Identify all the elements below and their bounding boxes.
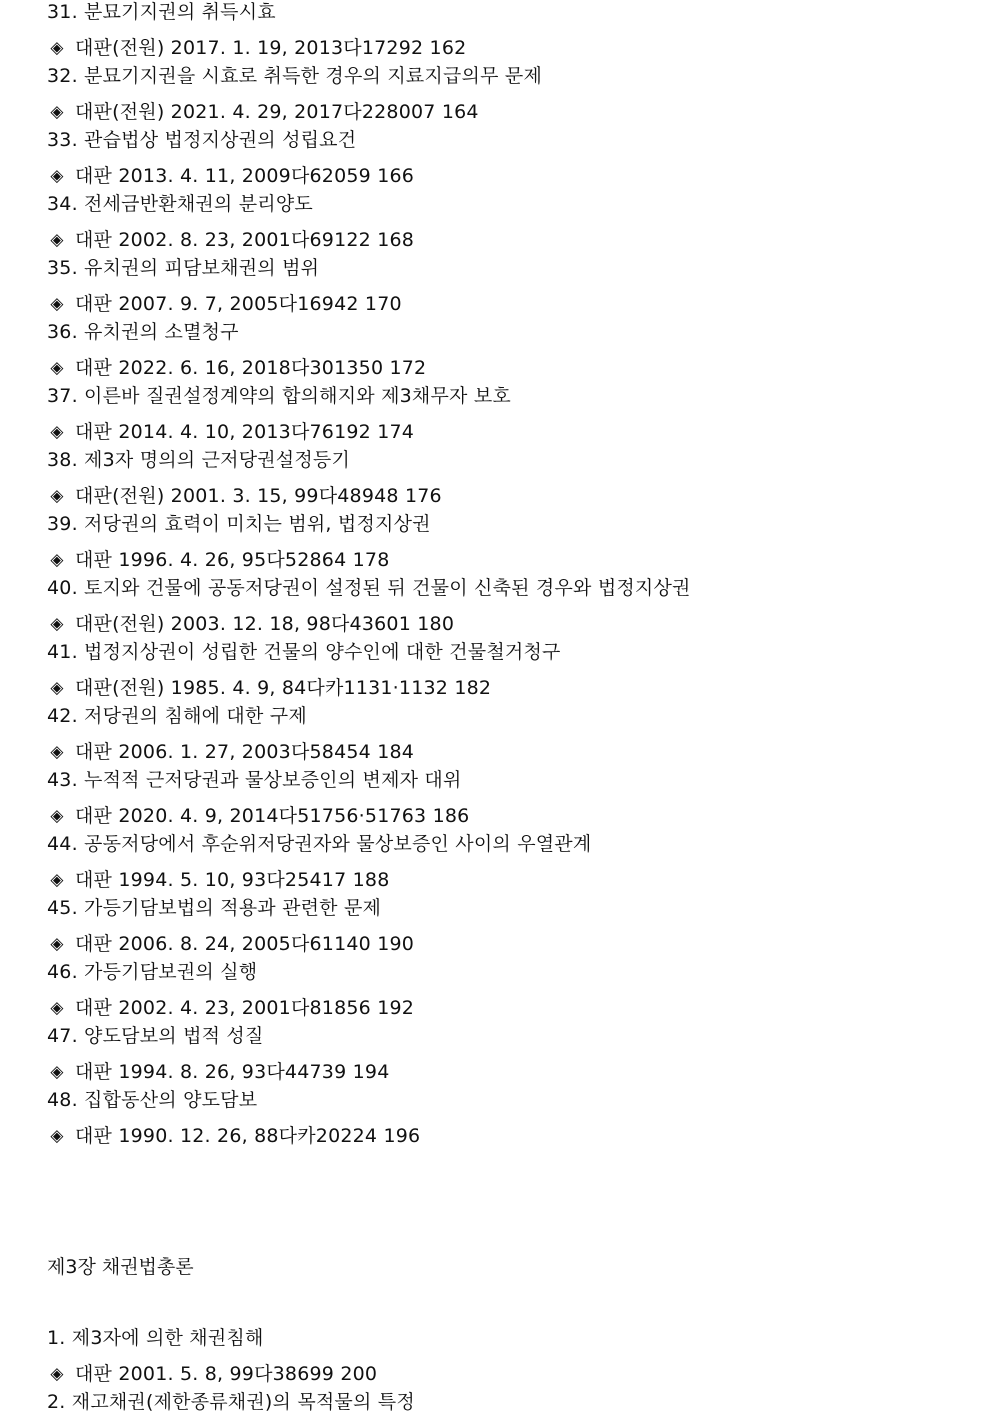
case-list-section — [47, 0, 967, 1152]
case-citation-text: 대판 2002. 4. 23, 2001다81856 192 — [75, 997, 415, 1019]
topic-title: 44. 공동저당에서 후순위저당권자와 물상보증인 사이의 우열관계 — [47, 833, 592, 855]
topic-title: 36. 유치권의 소멸청구 — [47, 321, 239, 343]
case-citation — [47, 224, 967, 256]
topic-title: 38. 제3자 명의의 근저당권설정등기 — [47, 449, 351, 471]
case-citation — [47, 96, 967, 128]
case-citation — [47, 544, 967, 576]
document-page — [47, 0, 967, 1422]
case-citation — [47, 160, 967, 192]
topic-title: 41. 법정지상권이 성립한 건물의 양수인에 대한 건물철거청구 — [47, 641, 561, 663]
case-citation — [47, 352, 967, 384]
diamond-bullet-icon: ◈ — [50, 998, 64, 1018]
diamond-bullet-icon: ◈ — [50, 550, 64, 570]
section-spacer — [47, 1152, 967, 1255]
case-citation — [47, 864, 967, 896]
topic-title: 45. 가등기담보법의 적용과 관련한 문제 — [47, 897, 382, 919]
case-citation-text: 대판 2022. 6. 16, 2018다301350 172 — [75, 357, 427, 379]
diamond-bullet-icon: ◈ — [50, 230, 64, 250]
diamond-bullet-icon: ◈ — [50, 806, 64, 826]
case-citation-text: 대판 2002. 8. 23, 2001다69122 168 — [75, 229, 415, 251]
diamond-bullet-icon: ◈ — [50, 614, 64, 634]
case-citation — [47, 800, 967, 832]
topic-title: 35. 유치권의 피담보채권의 범위 — [47, 257, 320, 279]
diamond-bullet-icon: ◈ — [50, 742, 64, 762]
topic-title: 33. 관습법상 법정지상권의 성립요건 — [47, 129, 357, 151]
case-citation — [47, 736, 967, 768]
case-citation-text: 대판 1990. 12. 26, 88다카20224 196 — [75, 1125, 421, 1147]
chapter3-case-list — [47, 1326, 967, 1422]
topic-title: 34. 전세금반환채권의 분리양도 — [47, 193, 313, 215]
diamond-bullet-icon: ◈ — [50, 934, 64, 954]
case-citation-text: 대판 2006. 8. 24, 2005다61140 190 — [75, 933, 415, 955]
case-citation-text: 대판 2001. 5. 8, 99다38699 200 — [75, 1363, 378, 1385]
chapter-spacer — [47, 1287, 967, 1326]
case-citation-text: 대판 2014. 4. 10, 2013다76192 174 — [75, 421, 415, 443]
topic-title: 37. 이른바 질권설정계약의 합의해지와 제3채무자 보호 — [47, 385, 511, 407]
case-citation-text: 대판 2020. 4. 9, 2014다51756·51763 186 — [75, 805, 470, 827]
case-citation-text: 대판 1996. 4. 26, 95다52864 178 — [75, 549, 390, 571]
case-citation-text: 대판 2007. 9. 7, 2005다16942 170 — [75, 293, 402, 315]
topic-title: 43. 누적적 근저당권과 물상보증인의 변제자 대위 — [47, 769, 462, 791]
case-citation-text: 대판 1994. 5. 10, 93다25417 188 — [75, 869, 390, 891]
diamond-bullet-icon: ◈ — [50, 102, 64, 122]
topic-title: 48. 집합동산의 양도담보 — [47, 1089, 258, 1111]
case-citation — [47, 1120, 967, 1152]
diamond-bullet-icon: ◈ — [50, 678, 64, 698]
case-citation — [47, 1056, 967, 1088]
topic-title: 47. 양도담보의 법적 성질 — [47, 1025, 264, 1047]
topic-title: 40. 토지와 건물에 공동저당권이 설정된 뒤 건물이 신축된 경우와 법정지상권 — [47, 577, 691, 599]
diamond-bullet-icon: ◈ — [50, 1062, 64, 1082]
case-citation-text: 대판(전원) 2021. 4. 29, 2017다228007 164 — [75, 101, 479, 123]
topic-title: 2. 재고채권(제한종류채권)의 목적물의 특정 — [47, 1391, 415, 1413]
case-citation — [47, 480, 967, 512]
diamond-bullet-icon: ◈ — [50, 486, 64, 506]
diamond-bullet-icon: ◈ — [50, 294, 64, 314]
diamond-bullet-icon: ◈ — [50, 1126, 64, 1146]
case-citation-text: 대판(전원) 2001. 3. 15, 99다48948 176 — [75, 485, 442, 507]
case-citation — [47, 416, 967, 448]
topic-title: 39. 저당권의 효력이 미치는 범위, 법정지상권 — [47, 513, 431, 535]
case-citation-text: 대판 2006. 1. 27, 2003다58454 184 — [75, 741, 415, 763]
case-citation-text: 대판(전원) 1985. 4. 9, 84다카1131·1132 182 — [75, 677, 492, 699]
topic-title: 46. 가등기담보권의 실행 — [47, 961, 258, 983]
diamond-bullet-icon: ◈ — [50, 358, 64, 378]
case-citation-text: 대판 1994. 8. 26, 93다44739 194 — [75, 1061, 390, 1083]
case-citation — [47, 928, 967, 960]
diamond-bullet-icon: ◈ — [50, 1364, 64, 1384]
case-citation-text: 대판(전원) 2017. 1. 19, 2013다17292 162 — [75, 37, 467, 59]
topic-title: 31. 분묘기지권의 취득시효 — [47, 1, 276, 23]
diamond-bullet-icon: ◈ — [50, 870, 64, 890]
diamond-bullet-icon: ◈ — [50, 38, 64, 58]
case-citation-text: 대판(전원) 2003. 12. 18, 98다43601 180 — [75, 613, 455, 635]
diamond-bullet-icon: ◈ — [50, 422, 64, 442]
topic-title: 42. 저당권의 침해에 대한 구제 — [47, 705, 307, 727]
topic-title: 1. 제3자에 의한 채권침해 — [47, 1327, 264, 1349]
case-citation — [47, 992, 967, 1024]
case-citation — [47, 32, 967, 64]
chapter-heading: 제3장 채권법총론 — [47, 1256, 194, 1278]
case-citation — [47, 608, 967, 640]
case-citation — [47, 288, 967, 320]
diamond-bullet-icon: ◈ — [50, 166, 64, 186]
case-citation — [47, 672, 967, 704]
case-citation-text: 대판 2013. 4. 11, 2009다62059 166 — [75, 165, 415, 187]
case-citation — [47, 1358, 967, 1390]
topic-title: 32. 분묘기지권을 시효로 취득한 경우의 지료지급의무 문제 — [47, 65, 542, 87]
